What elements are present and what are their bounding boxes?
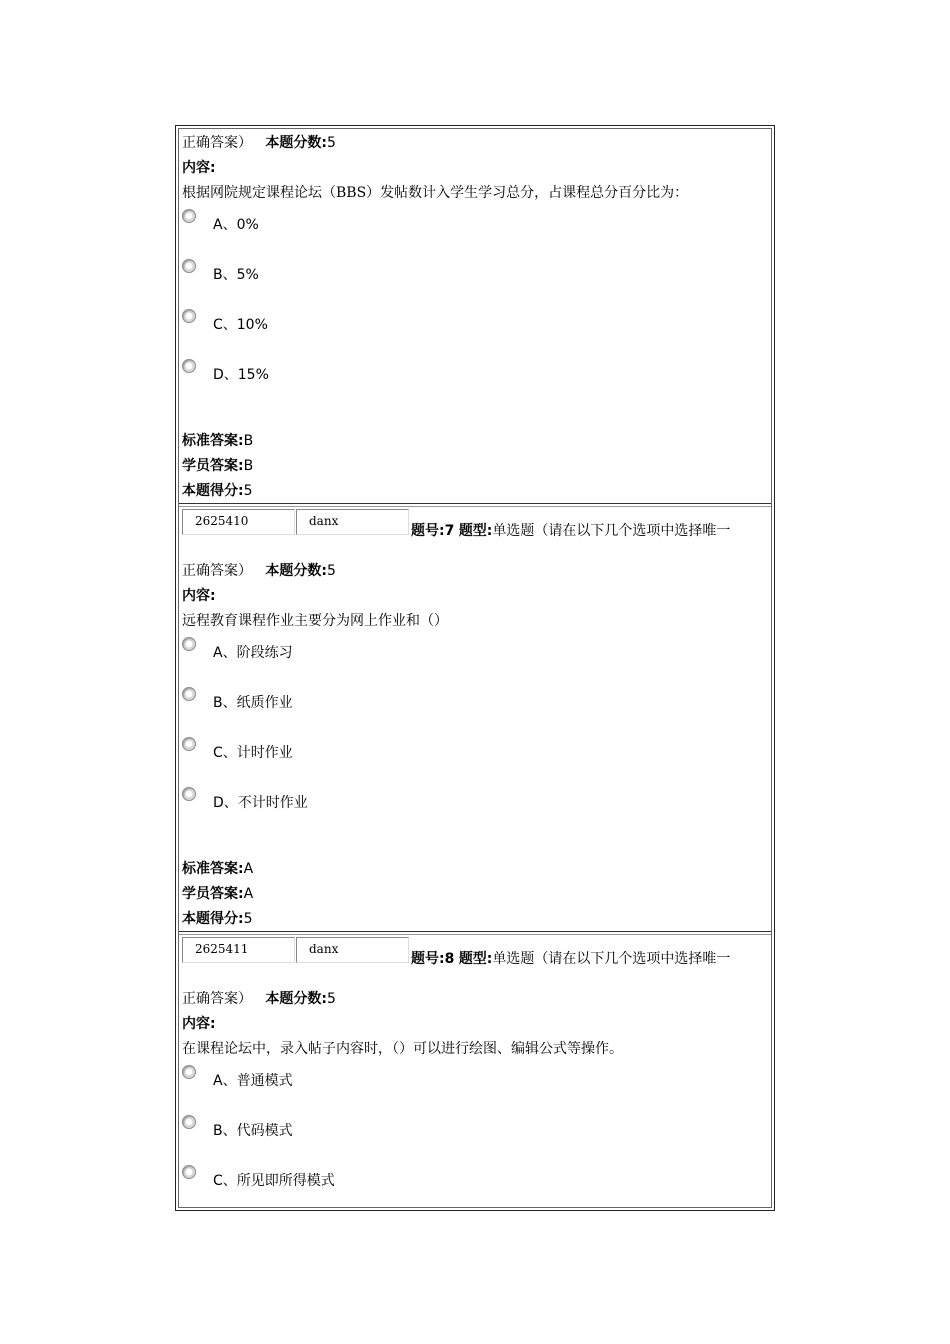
q8-header-tail: 正确答案） (182, 991, 252, 1007)
q8-option-a-label: A、普通模式 (213, 1073, 293, 1089)
q6-score-value: 5 (326, 135, 336, 151)
q6-option-b-radio[interactable] (182, 259, 196, 273)
q6-option-a-label: A、0% (213, 217, 259, 233)
q8-option-c-radio[interactable] (182, 1165, 196, 1179)
q7-option-a-label: A、阶段练习 (213, 645, 293, 661)
q8-header (182, 989, 336, 1009)
q8-question-text: 在课程论坛中，录入帖子内容时，（）可以进行绘图、编辑公式等操作。 (182, 1041, 623, 1057)
q8-code-field: danx (296, 937, 409, 963)
q7-student-answer-value: A (243, 886, 254, 902)
q7-header (182, 561, 336, 581)
q8-score-label: 本题分数: (265, 991, 327, 1007)
q7-standard-answer-label: 标准答案: (182, 861, 244, 877)
q7-title (411, 521, 730, 541)
q7-earned-value: 5 (243, 911, 253, 927)
q7-option-a-radio[interactable] (182, 637, 196, 651)
q7-type-label: 题型: (458, 523, 493, 539)
q6-question-text: 根据网院规定课程论坛（BBS）发帖数计入学生学习总分，占课程总分百分比为： (182, 185, 689, 201)
q6-student-answer-label: 学员答案: (182, 458, 244, 474)
q6-option-b-label: B、5% (213, 267, 259, 283)
q8-option-a-radio[interactable] (182, 1065, 196, 1079)
q7-option-d-label: D、不计时作业 (213, 795, 308, 811)
q7-question-text: 远程教育课程作业主要分为网上作业和（） (182, 613, 448, 629)
q8-score-value: 5 (326, 991, 336, 1007)
q8-option-b-radio[interactable] (182, 1115, 196, 1129)
q6-earned (182, 481, 253, 501)
q7-number-label: 题号: (411, 523, 445, 539)
q6-header-tail: 正确答案） (182, 135, 252, 151)
q7-number: 7 (444, 523, 455, 539)
q6-score-label: 本题分数: (265, 135, 327, 151)
q7-standard-answer-value: A (243, 861, 254, 877)
q6-standard-answer (182, 431, 253, 451)
q7-option-b-label: B、纸质作业 (213, 695, 293, 711)
q7-earned-label: 本题得分: (182, 911, 244, 927)
q7-standard-answer (182, 859, 253, 879)
q6-student-answer (182, 456, 253, 476)
q7-option-d-radio[interactable] (182, 787, 196, 801)
q6-standard-answer-label: 标准答案: (182, 433, 244, 449)
q8-title (411, 949, 730, 969)
q7-option-c-label: C、计时作业 (213, 745, 293, 761)
q7-type-text: 单选题（请在以下几个选项中选择唯一 (492, 523, 731, 539)
q8-number: 8 (444, 951, 455, 967)
q7-header-tail: 正确答案） (182, 563, 252, 579)
q7-option-b-radio[interactable] (182, 687, 196, 701)
q6-option-c-label: C、10% (213, 317, 268, 333)
q7-student-answer (182, 884, 253, 904)
section-divider (179, 503, 771, 507)
q8-number-label: 题号: (411, 951, 445, 967)
q6-option-c-radio[interactable] (182, 309, 196, 323)
q8-id-field: 2625411 (182, 937, 295, 963)
q7-score-label: 本题分数: (265, 563, 327, 579)
q8-option-c-label: C、所见即所得模式 (213, 1173, 335, 1189)
q6-option-a-radio[interactable] (182, 209, 196, 223)
q6-student-answer-value: B (243, 458, 254, 474)
q6-standard-answer-value: B (243, 433, 254, 449)
q6-earned-label: 本题得分: (182, 483, 244, 499)
q8-type-text: 单选题（请在以下几个选项中选择唯一 (492, 951, 731, 967)
q6-option-d-radio[interactable] (182, 359, 196, 373)
q8-content-label: 内容: (182, 1016, 216, 1032)
q6-earned-value: 5 (243, 483, 253, 499)
q8-option-b-label: B、代码模式 (213, 1123, 293, 1139)
question-panel-inner (178, 128, 772, 1208)
q6-content-label: 内容: (182, 160, 216, 176)
section-divider (179, 931, 771, 935)
q7-earned (182, 909, 253, 929)
q7-student-answer-label: 学员答案: (182, 886, 244, 902)
q7-content-label: 内容: (182, 588, 216, 604)
q8-type-label: 题型: (458, 951, 493, 967)
q6-option-d-label: D、15% (213, 367, 269, 383)
q7-score-value: 5 (326, 563, 336, 579)
q7-id-field: 2625410 (182, 509, 295, 535)
q7-option-c-radio[interactable] (182, 737, 196, 751)
q7-code-field: danx (296, 509, 409, 535)
q6-header (182, 133, 336, 153)
question-panel (175, 125, 775, 1211)
